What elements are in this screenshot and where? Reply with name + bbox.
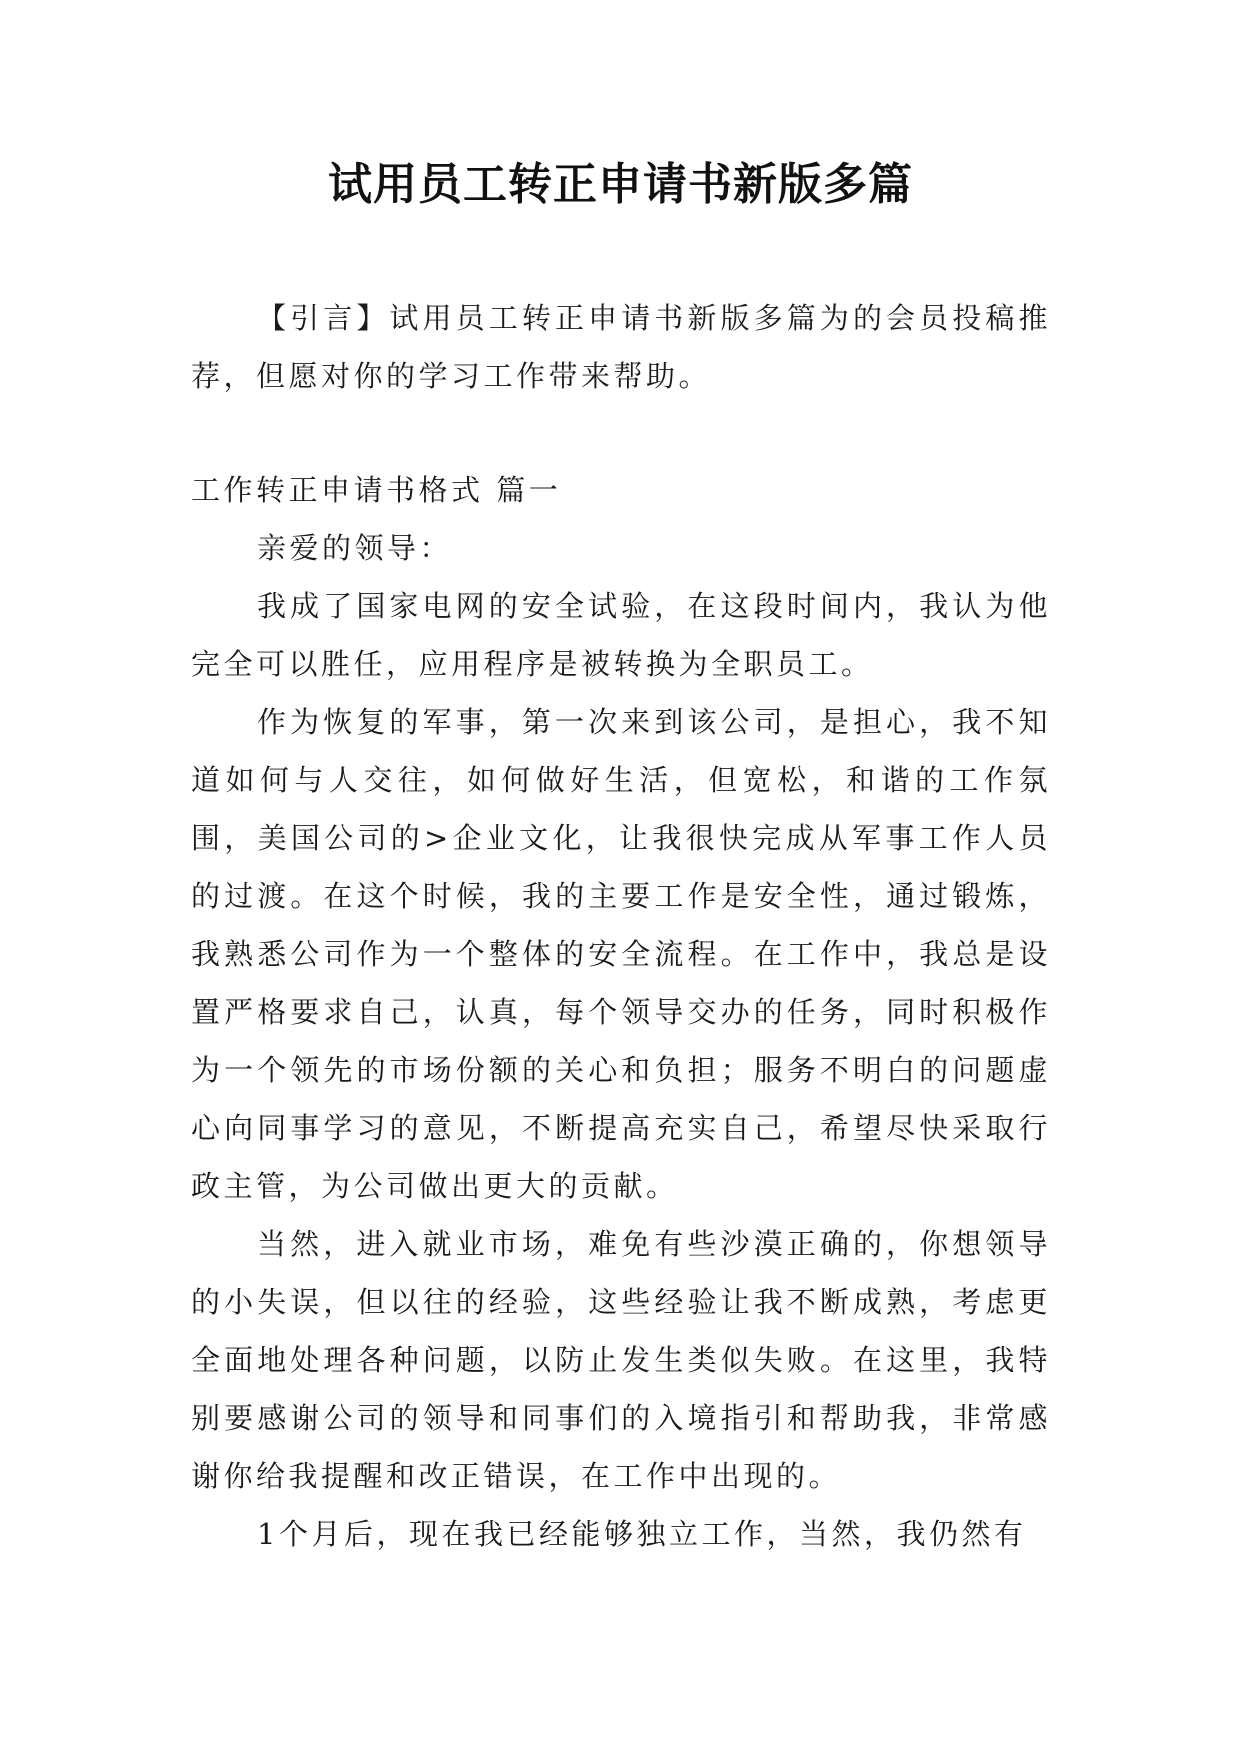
body-paragraph: 当然，进入就业市场，难免有些沙漠正确的，你想领导的小失误，但以往的经验，这些经验让我不断成熟，考虑更全面地处理各种问题，以防止发生类似失败。在这里，我特别要感谢公司的领导和同事们的入境指引和帮助我，非常感谢你给我提醒和改正错误，在工作中出现的。	[191, 1227, 1051, 1493]
article-body	[191, 461, 1051, 1563]
section-heading: 工作转正申请书格式 篇一	[191, 473, 562, 507]
intro-paragraph: 【引言】试用员工转正申请书新版多篇为的会员投稿推荐，但愿对你的学习工作带来帮助。	[191, 301, 1051, 393]
salutation: 亲爱的领导：	[257, 531, 453, 565]
body-paragraph: 1个月后，现在我已经能够独立工作，当然，我仍然有	[257, 1517, 1027, 1551]
document-title: 试用员工转正申请书新版多篇	[328, 159, 913, 210]
body-paragraph: 作为恢复的军事，第一次来到该公司，是担心，我不知道如何与人交往，如何做好生活，但宽松，和谐的工作氛围，美国公司的>企业文化，让我很快完成从军事工作人员的过渡。在这个时候，我的主要工作是安全性，通过锻炼，我熟悉公司作为一个整体的安全流程。在工作中，我总是设置严格要求自己，认真，每个领导交办的任务，同时积极作为一个领先的市场份额的关心和负担；服务不明白的问题虚心向同事学习的意见，不断提高充实自己，希望尽快采取行政主管，为公司做出更大的贡献。	[191, 705, 1051, 1203]
intro-block	[191, 289, 1051, 405]
body-paragraph: 我成了国家电网的安全试验，在这段时间内，我认为他完全可以胜任，应用程序是被转换为全职员工。	[191, 589, 1051, 681]
